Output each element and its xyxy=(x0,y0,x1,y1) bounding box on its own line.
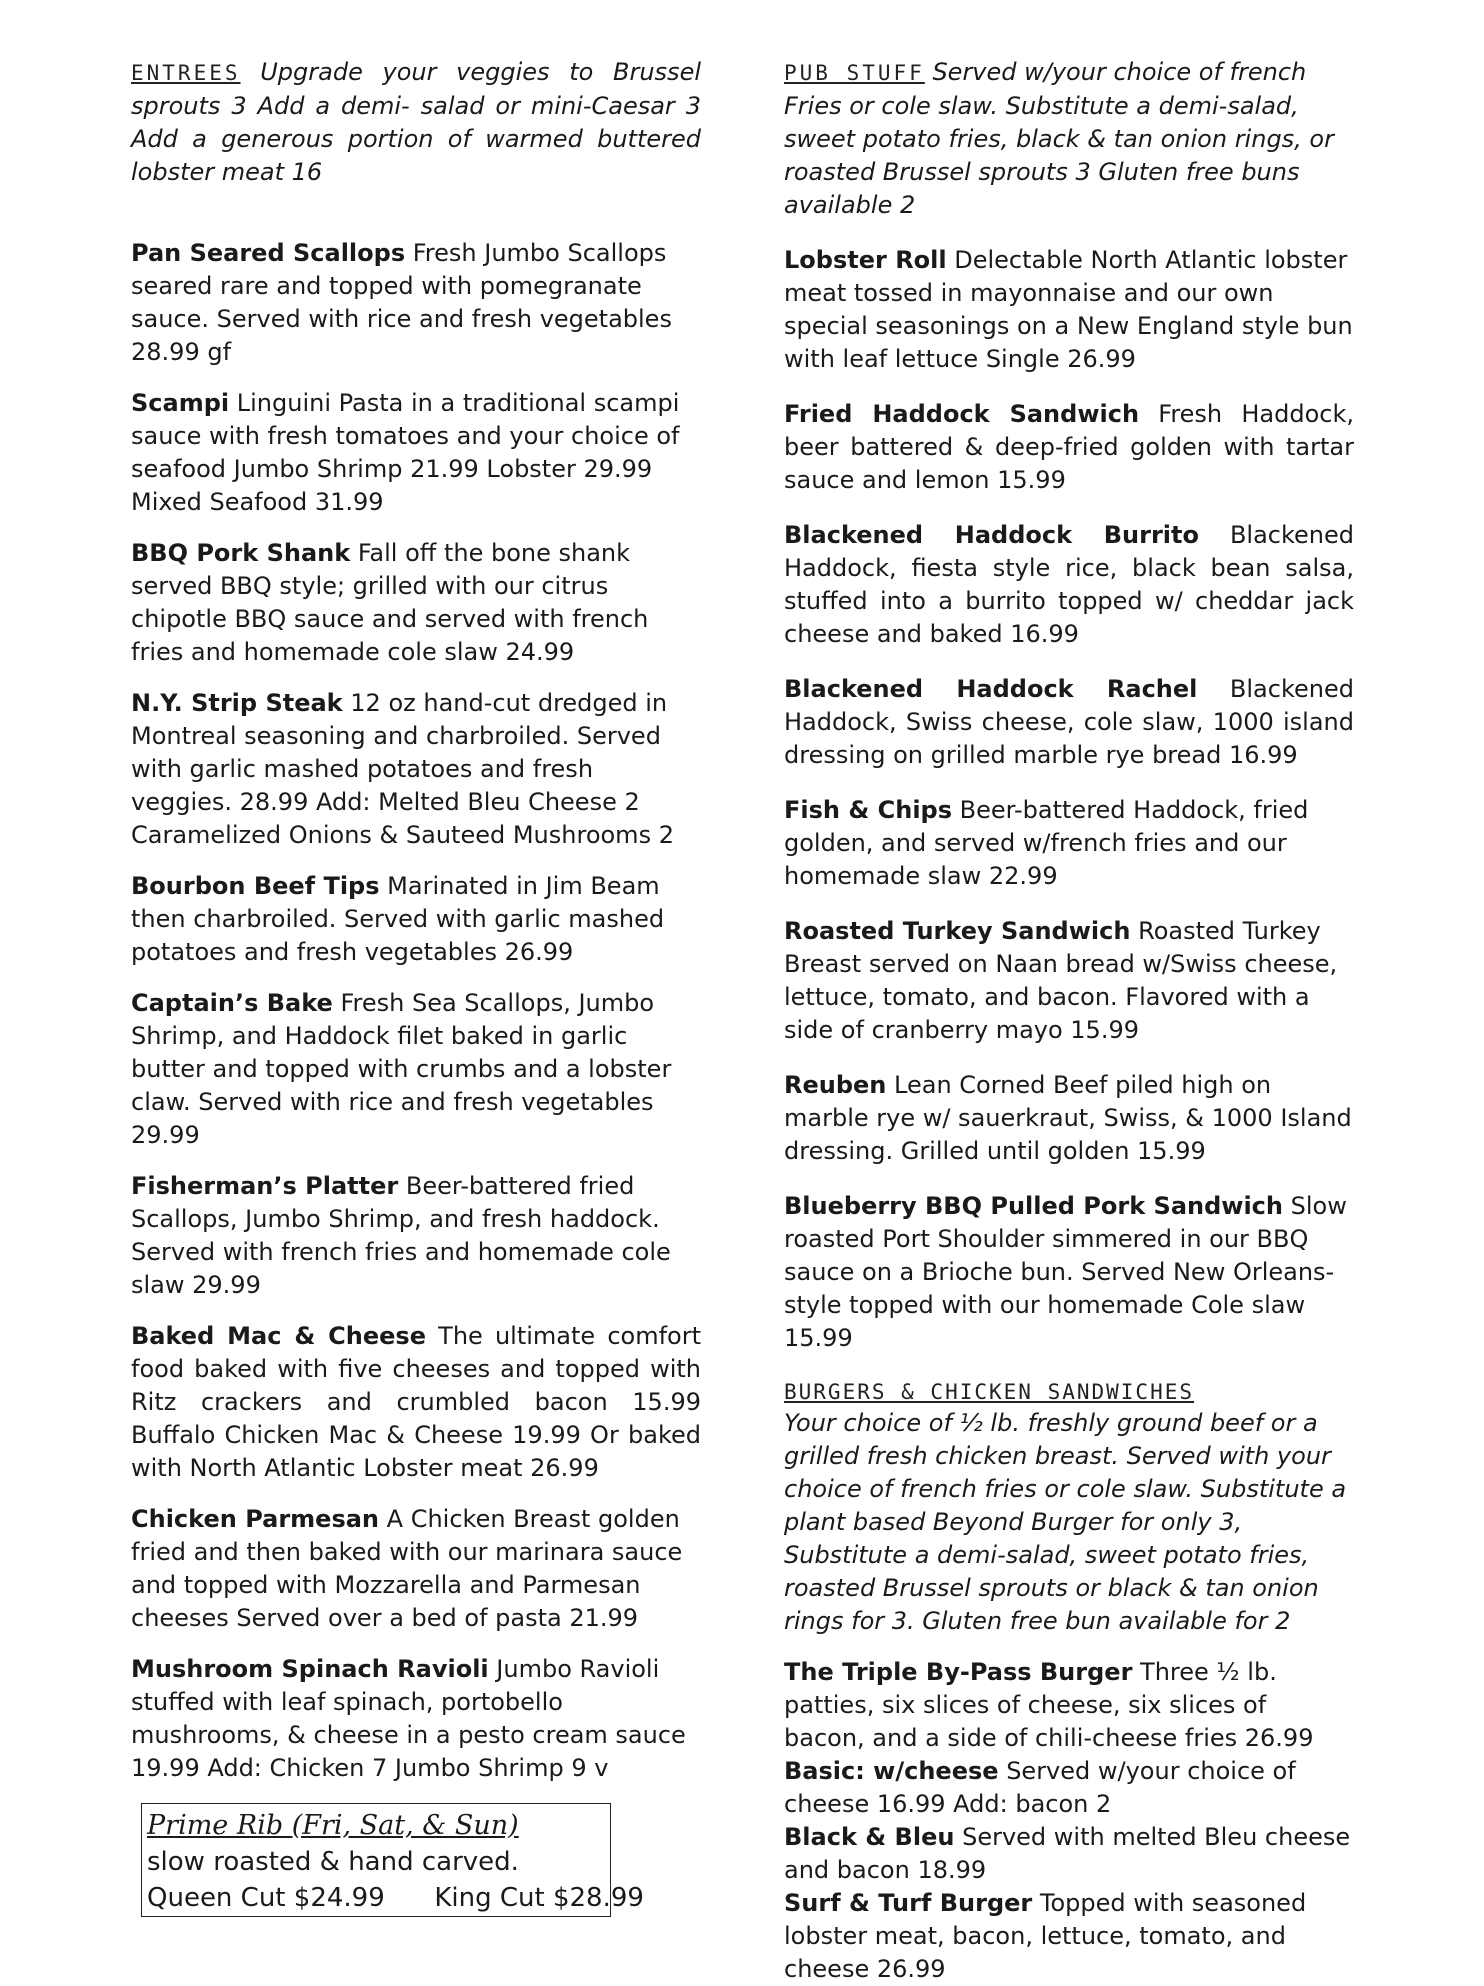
item-name: Captain’s Bake xyxy=(131,989,333,1017)
item-description: Blackened Haddock, fiesta style rice, black bean salsa, stuffed into a burrito topped w/ cheddar jack cheese and baked 16.99 xyxy=(784,521,1354,648)
item-description: Roasted Turkey Breast served on Naan bread w/Swiss cheese, lettuce, tomato, and bacon. Flavored with a side of cranberry mayo 15.99 xyxy=(784,917,1338,1044)
item-description: Fresh Sea Scallops, Jumbo Shrimp, and Haddock filet baked in garlic butter and topped with crumbs and a lobster claw. Served with rice and fresh vegetables 29.99 xyxy=(131,989,672,1149)
pub-stuff-description: Served w/your choice of french Fries or cole slaw. Substitute a demi-salad, sweet potato fries, black & tan onion rings, or roasted Brussel sprouts 3 Gluten free buns available 2 xyxy=(784,58,1334,219)
menu-item xyxy=(784,398,1354,497)
item-description: Beer-battered Haddock, fried golden, and served w/french fries and our homemade slaw 22.99 xyxy=(784,796,1309,890)
item-name: Surf & Turf Burger xyxy=(784,1889,1033,1917)
item-name: The Triple By-Pass Burger xyxy=(784,1658,1133,1686)
menu-item xyxy=(784,673,1354,772)
item-name: Lobster Roll xyxy=(784,246,947,274)
menu-item xyxy=(131,537,701,669)
item-name: Reuben xyxy=(784,1071,887,1099)
menu-item xyxy=(784,915,1354,1047)
item-name: N.Y. Strip Steak xyxy=(131,689,343,717)
item-name: Scampi xyxy=(131,389,230,417)
item-name: Blackened Haddock Burrito xyxy=(784,521,1199,549)
menu-item xyxy=(784,794,1354,893)
item-description: 12 oz hand-cut dredged in Montreal seasoning and charbroiled. Served with garlic mashed potatoes and fresh veggies. 28.99 Add: Melted Bleu Cheese 2 Caramelized Onions & Sauteed Mushrooms 2 xyxy=(131,689,674,849)
menu-item xyxy=(131,870,701,969)
prime-rib-description: slow roasted & hand carved. xyxy=(147,1847,519,1877)
menu-item xyxy=(131,1653,701,1785)
item-name: Bourbon Beef Tips xyxy=(131,872,380,900)
menu-item xyxy=(784,1821,1354,1887)
prime-rib-queen-price: Queen Cut $24.99 xyxy=(147,1883,385,1913)
item-description: Beer-battered fried Scallops, Jumbo Shrimp, and fresh haddock. Served with french fries and homemade cole slaw 29.99 xyxy=(131,1172,671,1299)
item-description: A Chicken Breast golden fried and then baked with our marinara sauce and topped with Mozzarella and Parmesan cheeses Served over a bed of pasta 21.99 xyxy=(131,1505,683,1632)
item-name: Baked Mac & Cheese xyxy=(131,1322,426,1350)
item-name: Blackened Haddock Rachel xyxy=(784,675,1198,703)
item-name: Black & Bleu xyxy=(784,1823,955,1851)
prime-rib-box xyxy=(141,1803,644,1917)
menu-item xyxy=(784,1656,1354,1755)
item-name: Pan Seared Scallops xyxy=(131,239,406,267)
item-name: Fish & Chips xyxy=(784,796,953,824)
prime-rib-king-price: King Cut $28.99 xyxy=(434,1883,644,1913)
item-description: Slow roasted Port Shoulder simmered in our BBQ sauce on a Brioche bun. Served New Orleans-style topped with our homemade Cole slaw 15.99 xyxy=(784,1192,1347,1352)
item-description: Jumbo Ravioli stuffed with leaf spinach, portobello mushrooms, & cheese in a pesto cream sauce 19.99 Add: Chicken 7 Jumbo Shrimp 9 v xyxy=(131,1655,686,1782)
entrees-description: Upgrade your veggies to Brussel sprouts 3 Add a demi- salad or mini-Caesar 3 Add a generous portion of warmed buttered lobster meat 16 xyxy=(131,58,701,186)
menu-item xyxy=(131,987,701,1152)
menu-item xyxy=(784,244,1354,376)
menu-item xyxy=(131,687,701,852)
menu-item xyxy=(784,1887,1354,1986)
item-description: The ultimate comfort food baked with five cheeses and topped with Ritz crackers and crumbled bacon 15.99 Buffalo Chicken Mac & Cheese 19.99 Or baked with North Atlantic Lobster meat 26.99 xyxy=(131,1322,701,1482)
pub-stuff-header xyxy=(784,56,1354,222)
item-description: Served with melted Bleu cheese and bacon 18.99 xyxy=(784,1823,1351,1884)
item-name: Basic: w/cheese xyxy=(784,1757,999,1785)
item-description: Fresh Jumbo Scallops seared rare and topped with pomegranate sauce. Served with rice and fresh vegetables 28.99 gf xyxy=(131,239,672,366)
item-description: Delectable North Atlantic lobster meat tossed in mayonnaise and our own special seasonings on a New England style bun with leaf lettuce Single 26.99 xyxy=(784,246,1353,373)
burgers-description: Your choice of ½ lb. freshly ground beef or a grilled fresh chicken breast. Served with your choice of french fries or cole slaw. Substitute a plant based Beyond Burger for only 3, Substitute a demi-salad, sweet potato fries, roasted Brussel sprouts or black & tan onion rings for 3. Gluten free bun available for 2 xyxy=(784,1409,1347,1635)
entrees-column xyxy=(131,56,701,1917)
menu-item xyxy=(131,237,701,369)
pub-stuff-title: PUB STUFF xyxy=(784,61,925,85)
menu-item xyxy=(784,519,1354,651)
menu-item xyxy=(131,1320,701,1485)
menu-item xyxy=(131,387,701,519)
pub-column xyxy=(784,56,1354,1986)
menu-item xyxy=(784,1190,1354,1355)
entrees-header xyxy=(131,56,701,189)
item-description: Served w/your choice of cheese 16.99 Add: bacon 2 xyxy=(784,1757,1296,1818)
menu-item xyxy=(784,1755,1354,1821)
item-name: Fried Haddock Sandwich xyxy=(784,400,1140,428)
item-description: Fresh Haddock, beer battered & deep-fried golden with tartar sauce and lemon 15.99 xyxy=(784,400,1354,494)
item-description: Topped with seasoned lobster meat, bacon, lettuce, tomato, and cheese 26.99 xyxy=(784,1889,1307,1983)
item-name: Chicken Parmesan xyxy=(131,1505,380,1533)
prime-rib-title: Prime Rib (Fri, Sat, & Sun) xyxy=(147,1810,519,1841)
prime-rib-prices xyxy=(147,1880,644,1916)
menu-item xyxy=(131,1170,701,1302)
item-description: Fall off the bone shank served BBQ style; grilled with our citrus chipotle BBQ sauce and served with french fries and homemade cole slaw 24.99 xyxy=(131,539,649,666)
item-description: Lean Corned Beef piled high on marble rye w/ sauerkraut, Swiss, & 1000 Island dressing. Grilled until golden 15.99 xyxy=(784,1071,1352,1165)
item-description: Marinated in Jim Beam then charbroiled. Served with garlic mashed potatoes and fresh vegetables 26.99 xyxy=(131,872,665,966)
menu-item xyxy=(784,1069,1354,1168)
item-name: BBQ Pork Shank xyxy=(131,539,351,567)
item-name: Fisherman’s Platter xyxy=(131,1172,399,1200)
entrees-title: ENTREES xyxy=(131,61,241,85)
item-description: Linguini Pasta in a traditional scampi sauce with fresh tomatoes and your choice of seafood Jumbo Shrimp 21.99 Lobster 29.99 Mixed Seafood 31.99 xyxy=(131,389,680,516)
item-name: Roasted Turkey Sandwich xyxy=(784,917,1131,945)
burgers-title: BURGERS & CHICKEN SANDWICHES xyxy=(784,1380,1195,1404)
item-description: Three ½ lb. patties, six slices of cheese, six slices of bacon, and a side of chili-cheese fries 26.99 xyxy=(784,1658,1314,1752)
item-name: Mushroom Spinach Ravioli xyxy=(131,1655,489,1683)
menu-item xyxy=(131,1503,701,1635)
item-description: Blackened Haddock, Swiss cheese, cole slaw, 1000 island dressing on grilled marble rye bread 16.99 xyxy=(784,675,1354,769)
item-name: Blueberry BBQ Pulled Pork Sandwich xyxy=(784,1192,1283,1220)
